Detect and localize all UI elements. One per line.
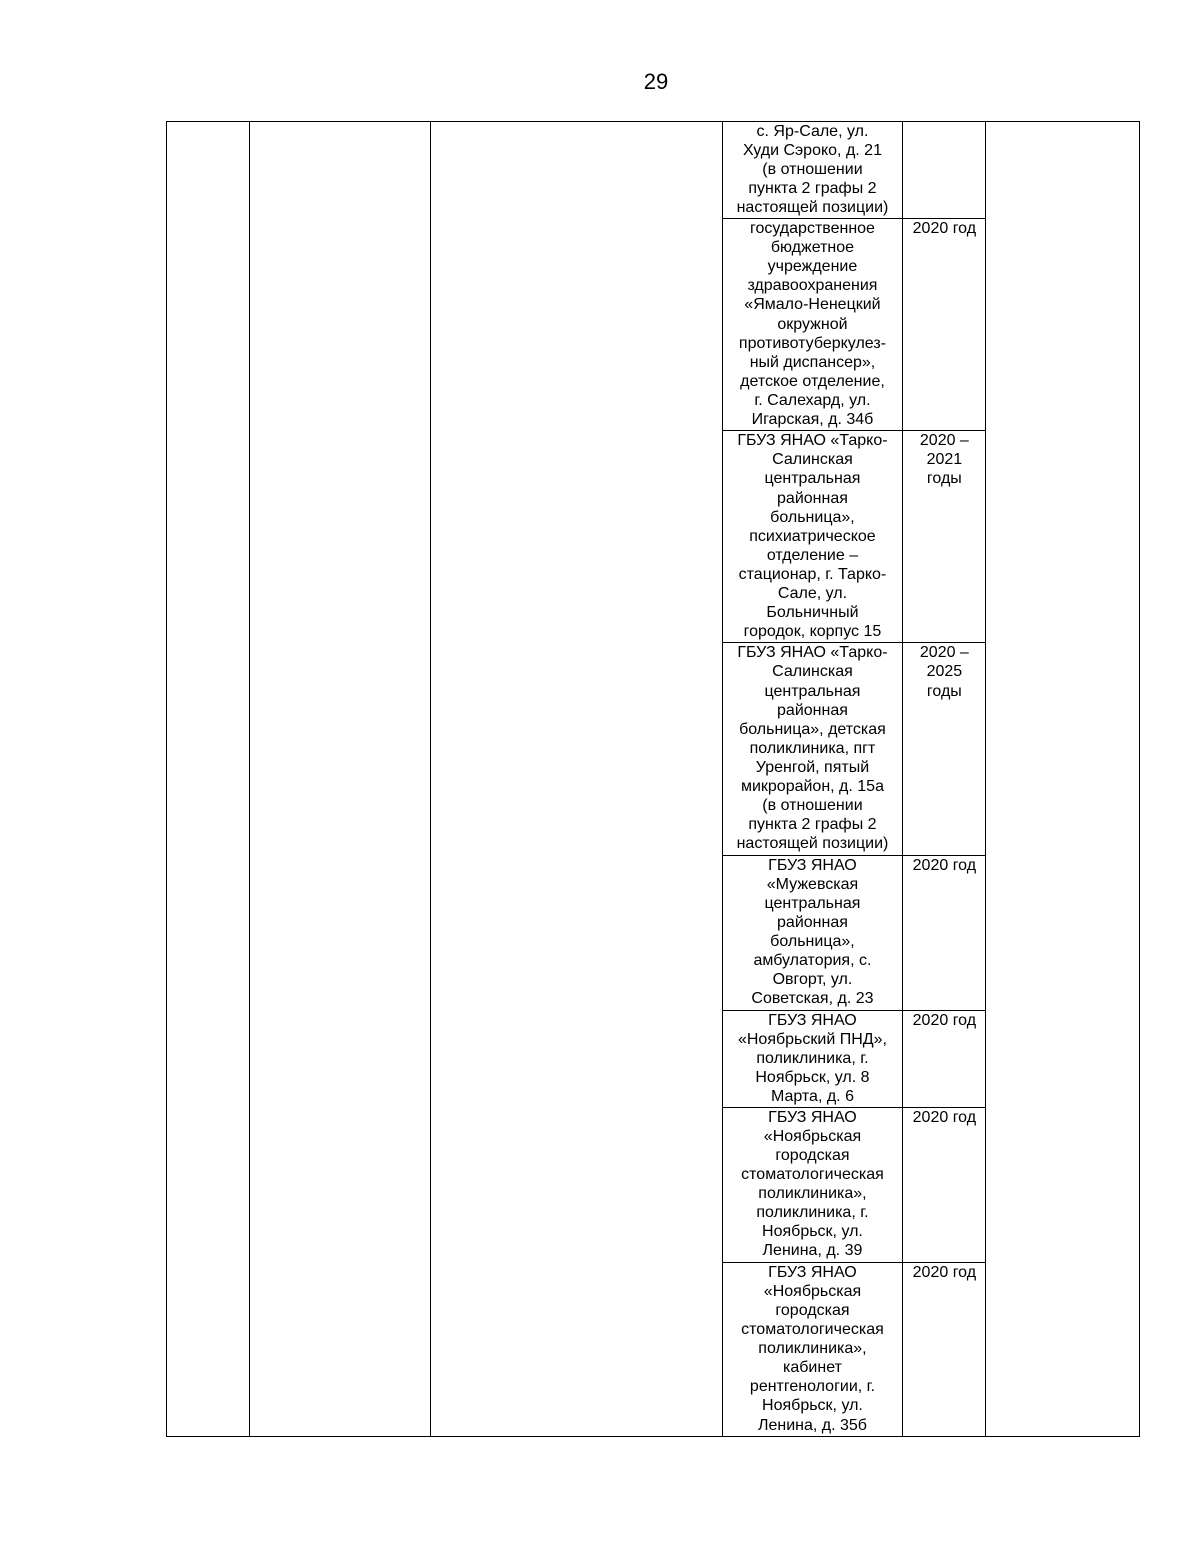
facility-period: 2020 – 2021 годы [903, 431, 986, 643]
empty-cell-col6 [986, 122, 1140, 1437]
facility-address: с. Яр-Сале, ул. Худи Сэроко, д. 21 (в отношении пункта 2 графы 2 настоящей позиции) [722, 122, 903, 219]
facility-period: 2020 год [903, 1010, 986, 1107]
facility-address: ГБУЗ ЯНАО «Ноябрьский ПНД», поликлиника, г. Ноябрьск, ул. 8 Марта, д. 6 [722, 1010, 903, 1107]
page-number: 29 [643, 69, 669, 94]
facility-period: 2020 год [903, 855, 986, 1010]
facility-period: 2020 год [903, 1262, 986, 1436]
empty-cell-col1 [167, 122, 250, 1437]
facility-address: ГБУЗ ЯНАО «Ноябрьская городская стоматологическая поликлиника», кабинет рентгенологии, г. Ноябрьск, ул. Ленина, д. 35б [722, 1262, 903, 1436]
facility-period: 2020 год [903, 1107, 986, 1262]
facility-address: ГБУЗ ЯНАО «Тарко- Салинская центральная районная больница», психиатрическое отделение – стационар, г. Тарко- Сале, ул. Больничный городок, корпус 15 [722, 431, 903, 643]
empty-cell-col3 [430, 122, 722, 1437]
facility-period [903, 122, 986, 219]
facility-period: 2020 год [903, 219, 986, 431]
facilities-table [166, 121, 1140, 1437]
facility-address: ГБУЗ ЯНАО «Ноябрьская городская стоматологическая поликлиника», поликлиника, г. Ноябрьск, ул. Ленина, д. 39 [722, 1107, 903, 1262]
facility-address: государственное бюджетное учреждение здравоохранения «Ямало-Ненецкий окружной противотуберкулез- ный диспансер», детское отделение, г. Салехард, ул. Игарская, д. 34б [722, 219, 903, 431]
facility-period: 2020 – 2025 годы [903, 643, 986, 855]
facility-address: ГБУЗ ЯНАО «Мужевская центральная районная больница», амбулатория, с. Овгорт, ул. Советская, д. 23 [722, 855, 903, 1010]
table-row [167, 122, 1140, 219]
facility-address: ГБУЗ ЯНАО «Тарко- Салинская центральная районная больница», детская поликлиника, пгт Уренгой, пятый микрорайон, д. 15а (в отношении пункта 2 графы 2 настоящей позиции) [722, 643, 903, 855]
empty-cell-col2 [250, 122, 431, 1437]
